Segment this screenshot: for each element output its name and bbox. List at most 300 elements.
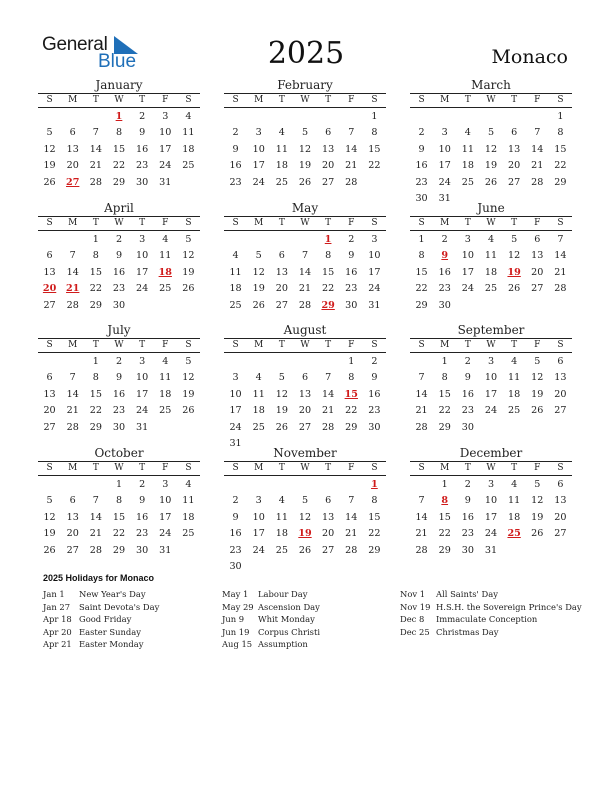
day-cell: 8 — [115, 127, 123, 139]
day-cell: 2 — [232, 127, 239, 139]
weekday-header: F — [534, 95, 541, 105]
month-july — [38, 323, 200, 436]
empty-day-cell — [270, 109, 293, 125]
day-cell: 25 — [159, 283, 172, 295]
empty-day-cell — [84, 477, 107, 493]
day-cell: 12 — [252, 266, 265, 278]
weekday-header: W — [486, 218, 496, 228]
day-cell: 23 — [461, 405, 474, 417]
holiday-column — [222, 588, 320, 651]
day-cell: 22 — [89, 405, 102, 417]
holiday-list-item — [43, 588, 159, 601]
day-cell: 26 — [298, 176, 312, 188]
day-cell: 12 — [298, 511, 312, 523]
day-cell: 21 — [531, 160, 544, 172]
day-cell: 6 — [534, 234, 541, 245]
logo-word-blue: Blue — [98, 51, 137, 72]
weekday-header-row — [410, 216, 572, 231]
weekday-header: S — [232, 340, 239, 350]
weekday-header: F — [348, 340, 355, 350]
holiday-list-item — [43, 638, 159, 651]
day-cell: 24 — [159, 528, 172, 540]
weekday-header: F — [162, 340, 169, 350]
empty-day-cell — [224, 477, 247, 493]
holiday-day-cell: 8 — [441, 495, 449, 507]
day-cell: 7 — [301, 250, 309, 262]
day-cell: 19 — [43, 528, 56, 540]
day-cell: 30 — [461, 421, 474, 433]
day-cell: 26 — [43, 176, 56, 188]
empty-day-cell — [38, 477, 61, 493]
holiday-list-item — [400, 601, 582, 614]
day-cell: 3 — [487, 479, 495, 490]
day-cell: 6 — [557, 479, 564, 490]
weekday-header: T — [464, 95, 471, 105]
day-cell: 14 — [322, 388, 335, 400]
day-cell: 21 — [345, 528, 358, 540]
day-cell: 7 — [418, 495, 425, 507]
day-cell: 27 — [322, 544, 335, 556]
day-cell: 29 — [438, 421, 451, 433]
day-cell: 17 — [438, 160, 451, 172]
holiday-name: All Saints' Day — [436, 589, 498, 599]
holiday-day-cell: 29 — [321, 299, 335, 311]
weekday-header: M — [68, 218, 78, 228]
day-cell: 10 — [136, 372, 149, 384]
day-cell: 8 — [92, 250, 99, 262]
day-cell: 23 — [229, 176, 242, 188]
holiday-name: Saint Devota's Day — [79, 601, 160, 612]
month-september — [410, 323, 572, 436]
empty-day-cell — [84, 109, 107, 125]
day-cell: 21 — [89, 160, 102, 172]
day-grid — [224, 232, 386, 314]
day-cell: 16 — [112, 388, 126, 400]
day-cell: 7 — [534, 127, 541, 139]
weekday-header: T — [511, 218, 518, 228]
day-cell: 6 — [301, 372, 309, 384]
day-cell: 15 — [368, 143, 381, 155]
empty-day-cell — [293, 232, 316, 248]
day-cell: 20 — [554, 511, 567, 523]
day-cell: 5 — [46, 127, 53, 139]
day-cell: 26 — [484, 176, 498, 188]
day-cell: 19 — [252, 283, 265, 295]
day-cell: 6 — [511, 127, 518, 139]
holiday-list-item — [222, 613, 320, 626]
holiday-date: Jan 27 — [43, 601, 71, 612]
day-cell: 4 — [162, 234, 169, 245]
weekday-header: W — [114, 95, 124, 105]
day-cell: 4 — [185, 479, 192, 490]
day-cell: 7 — [92, 495, 99, 507]
day-cell: 23 — [438, 283, 451, 295]
empty-day-cell — [270, 354, 293, 370]
day-cell: 30 — [461, 544, 474, 556]
day-cell: 20 — [298, 405, 312, 417]
month-november — [224, 446, 386, 575]
holiday-date: Dec 8 — [400, 614, 425, 625]
day-cell: 22 — [554, 160, 567, 172]
day-cell: 7 — [418, 372, 425, 384]
day-cell: 7 — [69, 250, 76, 262]
day-cell: 21 — [322, 405, 335, 417]
day-cell: 25 — [182, 160, 195, 172]
weekday-header: S — [46, 95, 53, 105]
holiday-name: Assumption — [258, 639, 308, 650]
day-cell: 18 — [484, 266, 498, 278]
day-cell: 19 — [531, 511, 544, 523]
calendar-year-title: 2025 — [267, 36, 345, 71]
weekday-header: T — [511, 340, 518, 350]
holiday-name: Christmas Day — [436, 626, 499, 637]
month-title: April — [104, 201, 134, 215]
weekday-header: T — [139, 340, 146, 350]
day-cell: 26 — [508, 283, 521, 295]
day-cell: 10 — [368, 250, 381, 262]
day-cell: 8 — [371, 127, 378, 139]
day-cell: 24 — [484, 528, 498, 540]
day-cell: 6 — [325, 495, 332, 507]
month-title: November — [273, 446, 337, 460]
day-grid — [38, 232, 200, 314]
holiday-day-cell: 18 — [158, 266, 172, 278]
day-cell: 10 — [159, 127, 172, 139]
holiday-date: Apr 20 — [43, 626, 72, 637]
day-cell: 30 — [415, 192, 428, 204]
day-cell: 21 — [89, 528, 102, 540]
holiday-list-item — [400, 626, 582, 639]
day-cell: 21 — [415, 528, 428, 540]
day-cell: 29 — [112, 544, 126, 556]
holiday-day-cell: 25 — [507, 528, 521, 540]
empty-day-cell — [293, 477, 316, 493]
month-april — [38, 201, 200, 314]
empty-day-cell — [479, 109, 502, 125]
day-cell: 6 — [46, 250, 53, 262]
day-cell: 27 — [43, 421, 56, 433]
holiday-list-item — [222, 626, 320, 639]
day-cell: 29 — [112, 176, 126, 188]
day-cell: 3 — [487, 356, 495, 367]
month-title: March — [471, 78, 511, 92]
day-cell: 24 — [159, 160, 172, 172]
empty-day-cell — [293, 354, 316, 370]
day-cell: 1 — [441, 356, 448, 367]
day-cell: 4 — [185, 111, 192, 122]
holiday-list-item — [43, 613, 159, 626]
day-cell: 1 — [418, 234, 425, 245]
day-cell: 26 — [531, 405, 544, 417]
day-cell: 15 — [438, 388, 451, 400]
empty-day-cell — [224, 232, 247, 248]
day-cell: 23 — [136, 528, 149, 540]
weekday-header: S — [371, 340, 378, 350]
day-cell: 17 — [229, 405, 242, 417]
day-cell: 10 — [484, 372, 498, 384]
day-cell: 28 — [298, 299, 312, 311]
day-cell: 23 — [345, 283, 358, 295]
day-cell: 12 — [43, 143, 56, 155]
empty-day-cell — [247, 477, 270, 493]
day-cell: 30 — [112, 421, 126, 433]
day-cell: 15 — [112, 511, 126, 523]
empty-day-cell — [340, 109, 363, 125]
month-january — [38, 78, 200, 191]
day-cell: 15 — [89, 266, 102, 278]
holiday-name: Corpus Christi — [258, 626, 320, 637]
day-cell: 8 — [92, 372, 99, 384]
day-cell: 20 — [322, 160, 335, 172]
day-cell: 6 — [69, 495, 76, 507]
day-cell: 29 — [554, 176, 567, 188]
weekday-header: F — [162, 95, 169, 105]
weekday-header: S — [418, 95, 425, 105]
month-title: February — [277, 78, 333, 92]
day-cell: 27 — [298, 421, 312, 433]
day-cell: 27 — [275, 299, 288, 311]
weekday-header: F — [534, 218, 541, 228]
holiday-day-cell: 20 — [42, 283, 57, 295]
day-cell: 17 — [368, 266, 381, 278]
empty-day-cell — [61, 477, 84, 493]
month-may — [224, 201, 386, 314]
day-cell: 28 — [66, 299, 79, 311]
empty-day-cell — [61, 109, 84, 125]
weekday-header: S — [418, 463, 425, 473]
day-cell: 4 — [464, 127, 471, 139]
holidays-heading: 2025 Holidays for Monaco — [43, 573, 155, 583]
holiday-list-item — [222, 638, 320, 651]
holiday-day-cell: 19 — [298, 528, 312, 540]
day-cell: 11 — [252, 388, 265, 400]
day-cell: 21 — [345, 160, 358, 172]
day-grid — [410, 354, 572, 436]
day-cell: 5 — [534, 479, 541, 490]
day-cell: 19 — [298, 160, 312, 172]
month-title: January — [95, 78, 143, 92]
holiday-date: Apr 21 — [43, 639, 72, 650]
day-cell: 24 — [229, 421, 242, 433]
weekday-header: W — [300, 95, 310, 105]
holiday-day-cell: 1 — [324, 234, 332, 245]
day-cell: 9 — [371, 372, 378, 384]
day-cell: 20 — [275, 283, 288, 295]
day-cell: 3 — [139, 356, 146, 367]
weekday-header: S — [371, 463, 378, 473]
day-cell: 11 — [182, 495, 195, 507]
day-cell: 6 — [278, 250, 285, 262]
weekday-header: T — [139, 463, 146, 473]
day-cell: 19 — [182, 388, 195, 400]
holiday-list-item — [222, 588, 320, 601]
weekday-header: M — [440, 218, 450, 228]
empty-day-cell — [247, 232, 270, 248]
day-cell: 10 — [252, 143, 265, 155]
day-cell: 2 — [348, 234, 355, 245]
weekday-header: S — [232, 463, 239, 473]
day-cell: 30 — [229, 560, 242, 572]
day-cell: 26 — [275, 421, 288, 433]
day-cell: 12 — [531, 495, 544, 507]
day-cell: 10 — [229, 388, 242, 400]
day-cell: 23 — [229, 544, 242, 556]
day-grid — [410, 232, 572, 314]
day-cell: 3 — [162, 111, 169, 122]
day-cell: 19 — [182, 266, 195, 278]
day-cell: 31 — [438, 192, 451, 204]
day-cell: 3 — [464, 234, 471, 245]
day-cell: 9 — [232, 143, 239, 155]
holiday-day-cell: 9 — [441, 250, 449, 262]
day-cell: 14 — [415, 511, 428, 523]
weekday-header: S — [185, 463, 192, 473]
day-cell: 17 — [484, 511, 498, 523]
day-cell: 9 — [115, 250, 123, 262]
empty-day-cell — [247, 354, 270, 370]
day-cell: 28 — [415, 544, 428, 556]
day-cell: 5 — [301, 495, 309, 507]
day-cell: 31 — [159, 544, 172, 556]
weekday-header-row — [224, 216, 386, 231]
weekday-header: T — [139, 95, 146, 105]
day-cell: 18 — [275, 528, 288, 540]
day-cell: 2 — [139, 111, 146, 122]
day-cell: 9 — [418, 143, 425, 155]
day-cell: 14 — [531, 143, 544, 155]
day-cell: 23 — [112, 283, 126, 295]
weekday-header: S — [46, 218, 53, 228]
day-cell: 24 — [368, 283, 381, 295]
day-cell: 4 — [511, 356, 518, 367]
day-cell: 15 — [438, 511, 451, 523]
day-cell: 5 — [46, 495, 53, 507]
day-cell: 18 — [159, 388, 172, 400]
day-cell: 15 — [554, 143, 567, 155]
holiday-list-item — [43, 601, 159, 614]
day-cell: 12 — [275, 388, 288, 400]
day-cell: 13 — [508, 143, 521, 155]
holiday-name: Immaculate Conception — [436, 614, 538, 625]
day-cell: 11 — [182, 127, 195, 139]
weekday-header: F — [534, 463, 541, 473]
day-cell: 2 — [115, 356, 123, 367]
day-cell: 10 — [484, 495, 498, 507]
month-august — [224, 323, 386, 452]
weekday-header: M — [254, 218, 264, 228]
weekday-header-row — [410, 93, 572, 108]
month-june — [410, 201, 572, 314]
day-grid — [38, 477, 200, 559]
weekday-header: W — [114, 340, 124, 350]
day-cell: 14 — [554, 250, 567, 262]
day-cell: 13 — [43, 266, 56, 278]
day-cell: 22 — [89, 283, 102, 295]
day-cell: 18 — [182, 511, 195, 523]
day-cell: 16 — [229, 528, 242, 540]
weekday-header: T — [464, 340, 471, 350]
day-cell: 28 — [554, 283, 567, 295]
month-title: August — [283, 323, 327, 337]
holiday-name: Labour Day — [258, 589, 308, 599]
day-cell: 3 — [139, 234, 146, 245]
day-cell: 12 — [484, 143, 498, 155]
weekday-header-row — [224, 338, 386, 353]
day-grid — [38, 109, 200, 191]
holiday-name: Whit Monday — [258, 614, 315, 625]
day-cell: 11 — [461, 143, 474, 155]
empty-day-cell — [270, 477, 293, 493]
weekday-header-row — [38, 461, 200, 476]
day-cell: 14 — [66, 388, 79, 400]
day-grid — [38, 354, 200, 436]
day-cell: 5 — [255, 250, 262, 262]
day-cell: 7 — [348, 495, 355, 507]
day-cell: 29 — [345, 421, 358, 433]
day-cell: 25 — [159, 405, 172, 417]
day-cell: 20 — [66, 528, 79, 540]
day-cell: 28 — [89, 176, 102, 188]
day-cell: 3 — [371, 234, 378, 245]
weekday-header: S — [185, 95, 192, 105]
weekday-header: S — [232, 218, 239, 228]
day-cell: 25 — [182, 528, 195, 540]
day-cell: 28 — [531, 176, 544, 188]
day-cell: 1 — [92, 356, 99, 367]
holiday-day-cell: 19 — [507, 266, 521, 278]
day-cell: 31 — [136, 421, 149, 433]
day-cell: 17 — [252, 528, 265, 540]
day-cell: 8 — [557, 127, 564, 139]
weekday-header: S — [46, 463, 53, 473]
weekday-header: M — [440, 340, 450, 350]
day-cell: 18 — [252, 405, 265, 417]
weekday-header-row — [410, 338, 572, 353]
day-cell: 18 — [508, 511, 521, 523]
day-cell: 26 — [252, 299, 265, 311]
weekday-header: F — [348, 463, 355, 473]
weekday-header: M — [254, 95, 264, 105]
weekday-header: S — [185, 218, 192, 228]
day-cell: 1 — [371, 111, 378, 122]
day-cell: 7 — [69, 372, 76, 384]
day-cell: 17 — [461, 266, 474, 278]
day-cell: 25 — [484, 283, 498, 295]
day-cell: 25 — [508, 405, 521, 417]
holiday-name: Easter Sunday — [79, 626, 142, 637]
day-cell: 6 — [325, 127, 332, 139]
day-cell: 2 — [115, 234, 123, 245]
day-cell: 17 — [252, 160, 265, 172]
weekday-header: W — [300, 463, 310, 473]
day-cell: 13 — [322, 511, 335, 523]
day-cell: 15 — [112, 143, 126, 155]
empty-day-cell — [410, 477, 433, 493]
weekday-header: T — [511, 95, 518, 105]
day-cell: 22 — [345, 405, 358, 417]
day-cell: 7 — [325, 372, 332, 384]
day-cell: 22 — [112, 160, 126, 172]
day-cell: 8 — [441, 372, 448, 384]
day-cell: 23 — [112, 405, 126, 417]
day-cell: 16 — [136, 511, 149, 523]
day-cell: 8 — [418, 250, 425, 262]
empty-day-cell — [503, 109, 526, 125]
holiday-name: Ascension Day — [258, 601, 320, 612]
weekday-header: S — [557, 95, 564, 105]
day-cell: 16 — [345, 266, 358, 278]
day-cell: 16 — [136, 143, 149, 155]
